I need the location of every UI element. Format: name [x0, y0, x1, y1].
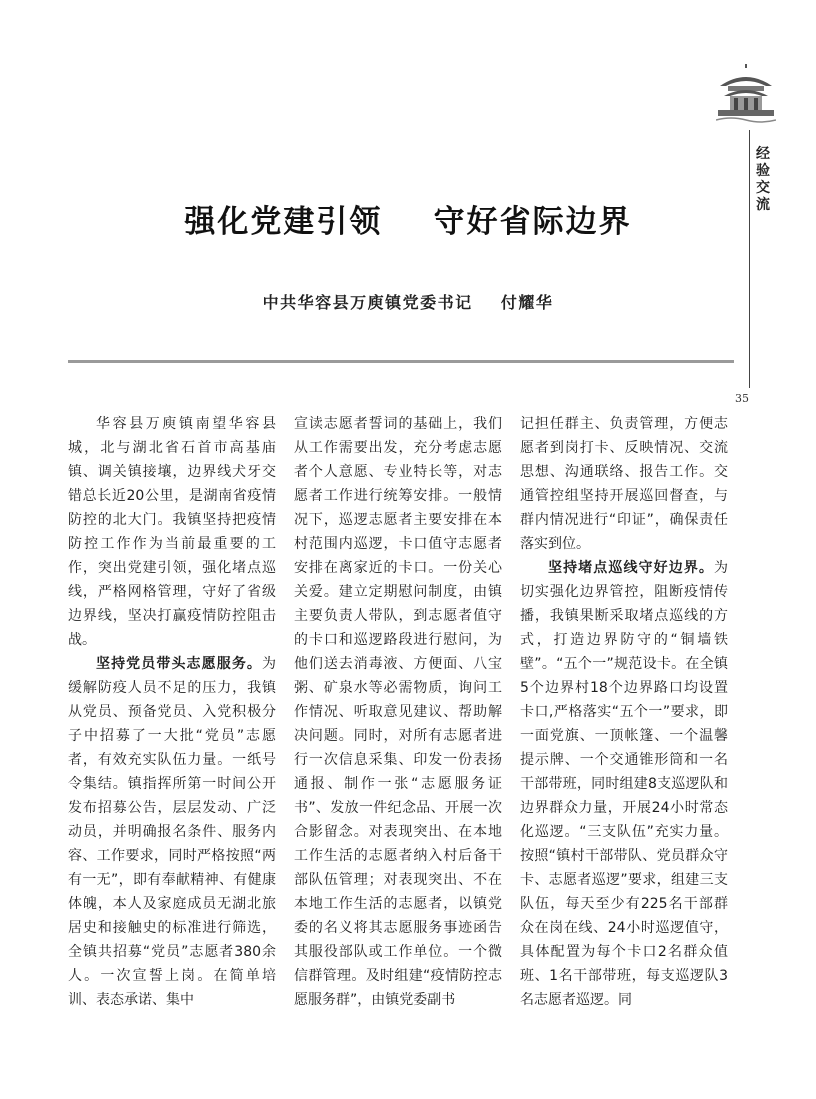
body-column-1 — [68, 412, 276, 1092]
paragraph-intro: 华容县万庾镇南望华容县城，北与湖北省石首市高基庙镇、调关镇接壤，边界线犬牙交错总长近20公里，是湖南省疫情防控的北大门。我镇坚持把疫情防控工作作为当前最重要的工作，突出党建引领，强化堵点巡线，严格网格管理，守好了省级边界线，坚决打赢疫情防控阻击战。 — [68, 416, 276, 648]
body-column-2 — [294, 412, 502, 1092]
paragraph-text: 为切实强化边界管控，阻断疫情传播，我镇果断采取堵点巡线的方式，打造边界防守的“铜墙铁壁”。“五个一”规范设卡。在全镇5个边界村18个边界路口均设置卡口,严格落实“五个一”要求，即一面党旗、一顶帐篷、一个温馨提示牌、一个交通锥形筒和一名干部带班，同时组建8支巡逻队和边界群众力量，开展24小时常态化巡逻。“三支队伍”充实力量。按照“镇村干部带队、党员群众守卡、志愿者巡逻”要求，组建三支队伍，每天至少有225名干部群众在岗在线、24小时巡逻值守，具体配置为每个卡口2名群众值班、1名干部带班，每支巡逻队3名志愿者巡逻。同 — [520, 560, 728, 1008]
paragraph-volunteer — [68, 652, 276, 1012]
section-heading-border: 坚持堵点巡线守好边界。 — [548, 560, 714, 576]
article-title: 强化党建引领 守好省际边界 — [184, 204, 632, 240]
section-heading-volunteer: 坚持党员带头志愿服务。 — [96, 656, 262, 672]
section-tag: 经 验 交 流 — [756, 146, 770, 213]
page-number: 35 — [735, 392, 749, 405]
paragraph-text: 为缓解防疫人员不足的压力，我镇从党员、预备党员、入党积极分子中招募了一大批“党员”志愿者，有效充实队伍力量。一纸号令集结。镇指挥所第一时间公开发布招募公告，层层发动、广泛动员，并明确报名条件、服务内容、工作要求，同时严格按照“两有一无”，即有奉献精神、有健康体魄，本人及家庭成员无湖北旅居史和接触史的标准进行筛选，全镇共招募“党员”志愿者380余人。一次宣誓上岗。在简单培训、表态承诺、集中 — [68, 656, 276, 1008]
body-column-3 — [520, 412, 728, 1092]
paragraph-continued: 宣读志愿者誓词的基础上，我们从工作需要出发，充分考虑志愿者个人意愿、专业特长等，对志愿者工作进行统筹安排。一般情况下，巡逻志愿者主要安排在本村范围内巡逻，卡口值守志愿者安排在离家近的卡口。一份关心关爱。建立定期慰问制度，由镇主要负责人带队，到志愿者值守的卡口和巡逻路段进行慰问，为他们送去消毒液、方便面、八宝粥、矿泉水等必需物质，询问工作情况、听取意见建议、帮助解决问题。同时，对所有志愿者进行一次信息采集、印发一份表扬通报、制作一张“志愿服务证书”、发放一件纪念品、开展一次合影留念。对表现突出、在本地工作生活的志愿者纳入村后备干部队伍管理；对表现突出、不在本地工作生活的志愿者，以镇党委的名义将其志愿服务事迹函告其服役部队或工作单位。一个微信群管理。及时组建“疫情防控志愿服务群”，由镇党委副书 — [294, 416, 502, 1008]
pavilion-icon — [716, 64, 776, 126]
paragraph-continued: 记担任群主、负责管理，方便志愿者到岗打卡、反映情况、交流思想、沟通联络、报告工作。交通管控组坚持开展巡回督查，与群内情况进行“印证”，确保责任落实到位。 — [520, 416, 728, 552]
article-byline: 中共华容县万庾镇党委书记 付耀华 — [262, 293, 554, 312]
title-rule — [68, 360, 734, 363]
side-divider — [749, 130, 750, 388]
paragraph-border — [520, 556, 728, 1012]
